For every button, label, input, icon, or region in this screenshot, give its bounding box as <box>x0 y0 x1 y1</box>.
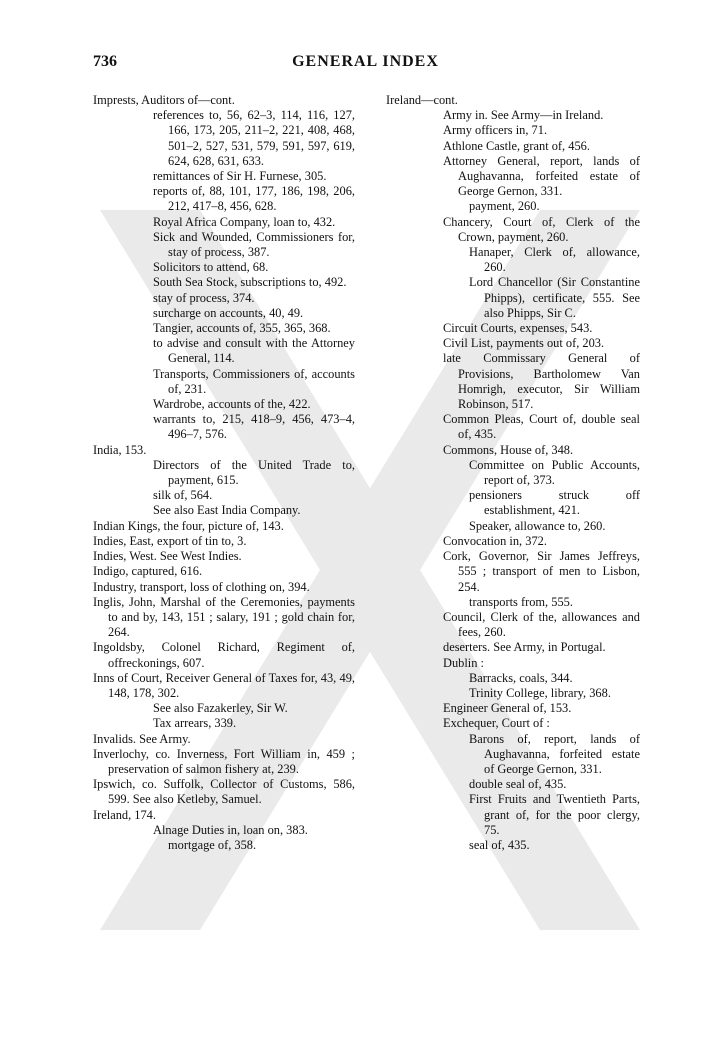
index-entry: stay of process, 374. <box>153 290 255 305</box>
index-entry: Cork, Governor, Sir James Jeffreys, 555 ; transport of men to Lisbon, 254. <box>443 549 640 594</box>
index-entry: reports of, 88, 101, 177, 186, 198, 206, 212, 417–8, 456, 628. <box>153 184 355 214</box>
index-entry: Exchequer, Court of : <box>443 716 550 731</box>
index-entry: Indigo, captured, 616. <box>93 564 203 579</box>
index-entry: Convocation in, 372. <box>443 533 547 548</box>
index-entry: Barons of, report, lands of Aughavanna, forfeited estate of George Gernon, 331. <box>469 731 640 776</box>
index-entry: Invalids. See Army. <box>93 731 191 746</box>
page-header <box>93 53 638 77</box>
left-index-column <box>93 93 355 853</box>
index-entry: Army in. See Army—in Ireland. <box>443 108 604 123</box>
index-entry: Ireland—cont. <box>386 93 458 107</box>
index-entry: Athlone Castle, grant of, 456. <box>443 138 590 153</box>
index-entry: Engineer General of, 153. <box>443 701 572 716</box>
index-entry: Lord Chancellor (Sir Constantine Phipps), certificate, 555. See also Phipps, Sir C. <box>469 275 640 320</box>
index-entry: Trinity College, library, 368. <box>469 685 611 700</box>
index-entry: Indian Kings, the four, picture of, 143. <box>93 518 284 533</box>
index-entry: Alnage Duties in, loan on, 383. <box>153 822 308 837</box>
index-entry: to advise and consult with the Attorney General, 114. <box>153 336 355 366</box>
index-entry: Indies, East, export of tin to, 3. <box>93 533 247 548</box>
index-entry: Inns of Court, Receiver General of Taxes for, 43, 49, 148, 178, 302. <box>93 670 355 700</box>
index-entry: Transports, Commissioners of, accounts of, 231. <box>153 366 355 396</box>
index-entry: Civil List, payments out of, 203. <box>443 336 605 351</box>
index-entry: Ingoldsby, Colonel Richard, Regiment of, offreckonings, 607. <box>93 640 355 670</box>
index-entry: seal of, 435. <box>469 837 530 852</box>
index-entry: Commons, House of, 348. <box>443 442 574 457</box>
index-entry: India, 153. <box>93 442 147 457</box>
index-entry: surcharge on accounts, 40, 49. <box>153 305 304 320</box>
index-entry: Committee on Public Accounts, report of, 373. <box>469 457 640 488</box>
index-entry: South Sea Stock, subscriptions to, 492. <box>153 275 347 290</box>
index-entry: Imprests, Auditors of—cont. <box>93 93 235 107</box>
index-entry: references to, 56, 62–3, 114, 116, 127, 166, 173, 205, 211–2, 221, 408, 468, 501–2, 527, 531, 579, 591, 597, 619, 624, 628, 631, 633. <box>153 108 355 168</box>
index-entry: Ipswich, co. Suffolk, Collector of Customs, 586, 599. See also Ketleby, Samuel. <box>93 777 355 807</box>
index-entry: Wardrobe, accounts of the, 422. <box>153 397 311 412</box>
index-entry: Attorney General, report, lands of Aughavanna, forfeited estate of George Gernon, 331. <box>443 153 640 199</box>
index-entry: Circuit Courts, expenses, 543. <box>443 321 593 336</box>
index-entry: double seal of, 435. <box>469 777 567 792</box>
index-entry: Council, Clerk of the, allowances and fees, 260. <box>443 609 640 640</box>
right-index-column <box>386 93 640 853</box>
index-entry: Speaker, allowance to, 260. <box>469 518 606 533</box>
index-entry: payment, 260. <box>469 199 540 214</box>
index-entry: Indies, West. See West Indies. <box>93 549 242 564</box>
index-entry: Army officers in, 71. <box>443 123 548 138</box>
index-entry: Royal Africa Company, loan to, 432. <box>153 214 336 229</box>
running-title: GENERAL INDEX <box>292 53 439 70</box>
index-entry: transports from, 555. <box>469 594 573 609</box>
index-entry: See also Fazakerley, Sir W. <box>153 701 288 716</box>
index-entry: Inglis, John, Marshal of the Ceremonies, payments to and by, 143, 151 ; salary, 191 ; gold chain for, 264. <box>93 594 355 640</box>
index-entry: Dublin : <box>443 655 484 670</box>
index-entry: Inverlochy, co. Inverness, Fort William in, 459 ; preservation of salmon fishery at, 239. <box>93 746 355 776</box>
index-entry: silk of, 564. <box>153 488 213 503</box>
index-entry: Hanaper, Clerk of, allowance, 260. <box>469 245 640 275</box>
index-entry: remittances of Sir H. Furnese, 305. <box>153 169 327 184</box>
index-entry: Common Pleas, Court of, double seal of, 435. <box>443 412 640 442</box>
index-entry: deserters. See Army, in Portugal. <box>443 640 606 655</box>
index-entry: late Commissary General of Provisions, Bartholomew Van Homrigh, executor, Sir William Robinson, 517. <box>443 351 640 412</box>
index-entry: warrants to, 215, 418–9, 456, 473–4, 496–7, 576. <box>153 412 355 442</box>
page-number: 736 <box>93 53 117 70</box>
index-entry: Sick and Wounded, Commissioners for, stay of process, 387. <box>153 229 355 260</box>
index-entry: pensioners struck off establishment, 421. <box>469 488 640 518</box>
index-entry: First Fruits and Twentieth Parts, grant of, for the poor clergy, 75. <box>469 792 640 837</box>
index-entry: Barracks, coals, 344. <box>469 670 573 685</box>
index-entry: Chancery, Court of, Clerk of the Crown, payment, 260. <box>443 214 640 244</box>
index-entry: See also East India Company. <box>153 503 301 518</box>
index-entry: Tangier, accounts of, 355, 365, 368. <box>153 321 331 336</box>
index-entry: Ireland, 174. <box>93 807 156 822</box>
index-entry: Tax arrears, 339. <box>153 716 237 731</box>
index-entry: Industry, transport, loss of clothing on, 394. <box>93 579 310 594</box>
index-entry: Directors of the United Trade to, payment, 615. <box>153 457 355 488</box>
index-entry: Solicitors to attend, 68. <box>153 260 269 275</box>
index-entry: mortgage of, 358. <box>168 837 257 852</box>
